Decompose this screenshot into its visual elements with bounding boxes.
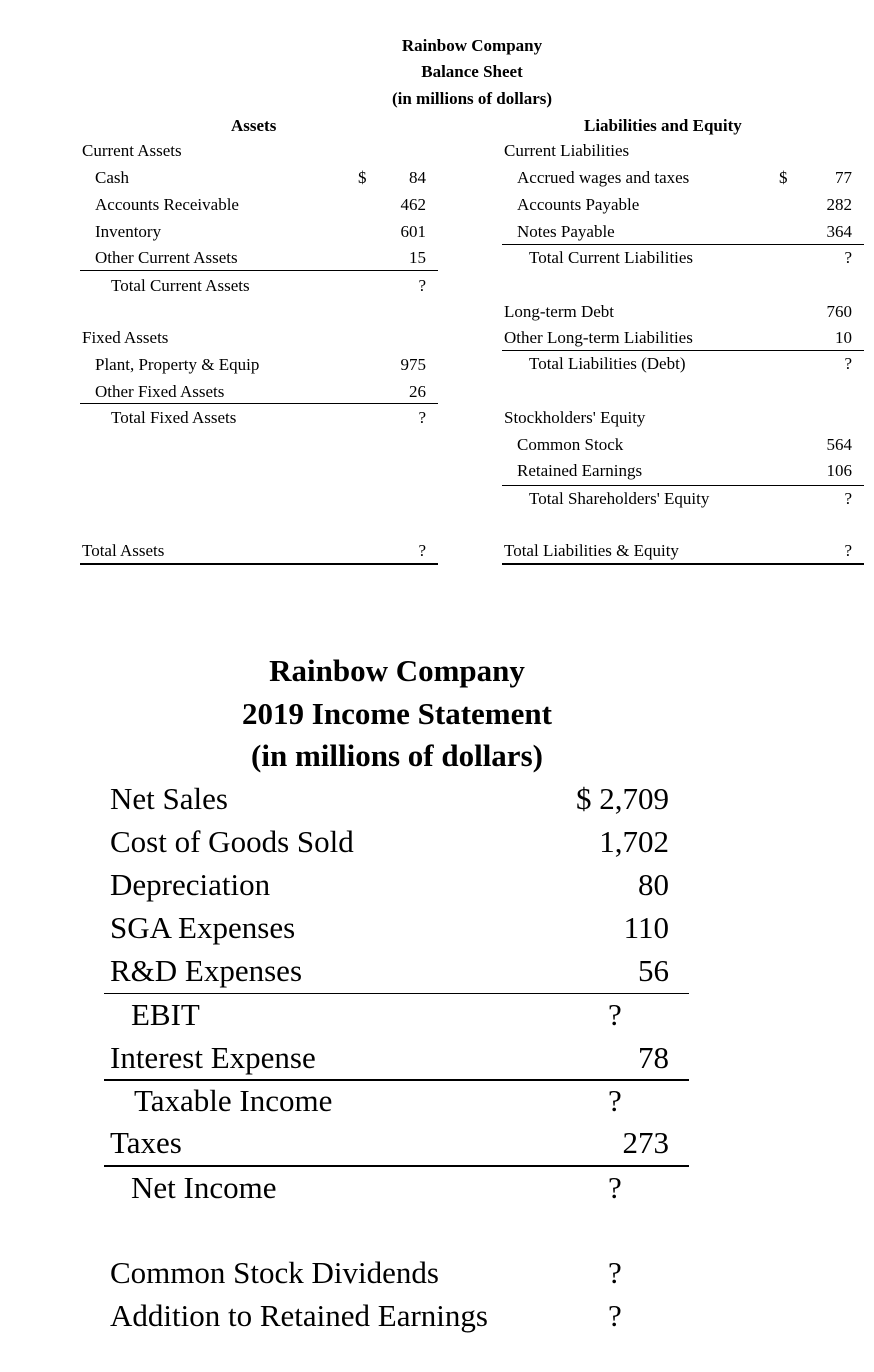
ppe-value: 975 xyxy=(400,355,426,374)
net-income-label: Net Income xyxy=(131,1170,277,1205)
current-assets-label: Current Assets xyxy=(82,141,182,160)
tl-label: Total Liabilities (Debt) xyxy=(529,354,686,373)
np-value: 364 xyxy=(826,222,852,241)
rd-value: 56 xyxy=(638,953,669,988)
re-value: 106 xyxy=(826,461,852,480)
current-liabilities-label: Current Liabilities xyxy=(504,141,630,160)
cash-dollar-sign: $ xyxy=(358,168,367,187)
accrued-dollar-sign: $ xyxy=(779,168,788,187)
cs-value: 564 xyxy=(826,435,852,454)
rd-label: R&D Expenses xyxy=(110,953,303,988)
oca-value: 15 xyxy=(409,248,426,267)
tl-value: ? xyxy=(844,354,852,373)
ebit-divider xyxy=(104,993,689,994)
depreciation-value: 80 xyxy=(638,867,669,902)
ap-label: Accounts Payable xyxy=(517,195,640,214)
sga-value: 110 xyxy=(623,910,669,945)
cash-value: 84 xyxy=(409,168,426,187)
accrued-label: Accrued wages and taxes xyxy=(517,168,690,187)
fixed-assets-label: Fixed Assets xyxy=(82,328,169,347)
cogs-label: Cost of Goods Sold xyxy=(110,824,354,859)
cash-label: Cash xyxy=(95,168,129,187)
ar-value: 462 xyxy=(400,195,426,214)
cogs-value: 1,702 xyxy=(599,824,669,859)
taxable-label: Taxable Income xyxy=(134,1083,333,1118)
is-company-name: Rainbow Company xyxy=(269,653,525,688)
tca-divider xyxy=(80,270,438,271)
inventory-label: Inventory xyxy=(95,222,162,241)
sga-label: SGA Expenses xyxy=(110,910,296,945)
total-assets-underline xyxy=(80,563,438,565)
inventory-value: 601 xyxy=(400,222,426,241)
cs-label: Common Stock xyxy=(517,435,624,454)
dividends-label: Common Stock Dividends xyxy=(110,1255,439,1290)
bs-title: Balance Sheet xyxy=(421,62,523,81)
liabilities-header: Liabilities and Equity xyxy=(584,116,742,135)
tcl-value: ? xyxy=(844,248,852,267)
tse-value: ? xyxy=(844,489,852,508)
ltd-value: 760 xyxy=(826,302,852,321)
tle-underline xyxy=(502,563,864,565)
is-units: (in millions of dollars) xyxy=(251,738,543,773)
tca-value: ? xyxy=(418,276,426,295)
tse-label: Total Shareholders' Equity xyxy=(529,489,710,508)
np-label: Notes Payable xyxy=(517,222,615,241)
tfa-label: Total Fixed Assets xyxy=(111,408,237,427)
ofa-label: Other Fixed Assets xyxy=(95,382,225,401)
bs-units: (in millions of dollars) xyxy=(391,89,553,108)
oltl-value: 10 xyxy=(835,328,852,347)
tfa-value: ? xyxy=(418,408,426,427)
taxes-value: 273 xyxy=(622,1125,669,1160)
net-sales-value: $ 2,709 xyxy=(576,781,669,816)
taxable-value: ? xyxy=(608,1083,622,1118)
assets-header: Assets xyxy=(231,116,277,135)
ofa-value: 26 xyxy=(409,382,426,401)
ebit-label: EBIT xyxy=(131,997,200,1032)
addition-value: ? xyxy=(608,1298,622,1333)
oca-label: Other Current Assets xyxy=(95,248,238,267)
oltl-label: Other Long-term Liabilities xyxy=(504,328,693,347)
tcl-divider xyxy=(502,244,864,245)
tfa-divider xyxy=(80,403,438,404)
tle-value: ? xyxy=(844,541,852,560)
dividends-value: ? xyxy=(608,1255,622,1290)
taxes-label: Taxes xyxy=(110,1125,182,1160)
bs-company-name: Rainbow Company xyxy=(401,36,543,55)
taxable-divider xyxy=(104,1079,689,1081)
tca-label: Total Current Assets xyxy=(111,276,250,295)
se-label: Stockholders' Equity xyxy=(504,408,646,427)
tl-divider xyxy=(502,350,864,351)
interest-label: Interest Expense xyxy=(110,1040,316,1075)
addition-label: Addition to Retained Earnings xyxy=(110,1298,488,1333)
depreciation-label: Depreciation xyxy=(110,867,271,902)
net-sales-label: Net Sales xyxy=(110,781,228,816)
tse-divider xyxy=(502,485,864,486)
total-assets-value: ? xyxy=(418,541,426,560)
ppe-label: Plant, Property & Equip xyxy=(95,355,260,374)
ltd-label: Long-term Debt xyxy=(504,302,614,321)
tle-label: Total Liabilities & Equity xyxy=(504,541,679,560)
total-assets-label: Total Assets xyxy=(82,541,165,560)
accrued-value: 77 xyxy=(835,168,852,187)
is-title: 2019 Income Statement xyxy=(242,696,552,731)
net-income-divider xyxy=(104,1165,689,1167)
ebit-value: ? xyxy=(608,997,622,1032)
net-income-value: ? xyxy=(608,1170,622,1205)
interest-value: 78 xyxy=(638,1040,669,1075)
tcl-label: Total Current Liabilities xyxy=(529,248,694,267)
ar-label: Accounts Receivable xyxy=(95,195,239,214)
ap-value: 282 xyxy=(826,195,852,214)
re-label: Retained Earnings xyxy=(517,461,643,480)
